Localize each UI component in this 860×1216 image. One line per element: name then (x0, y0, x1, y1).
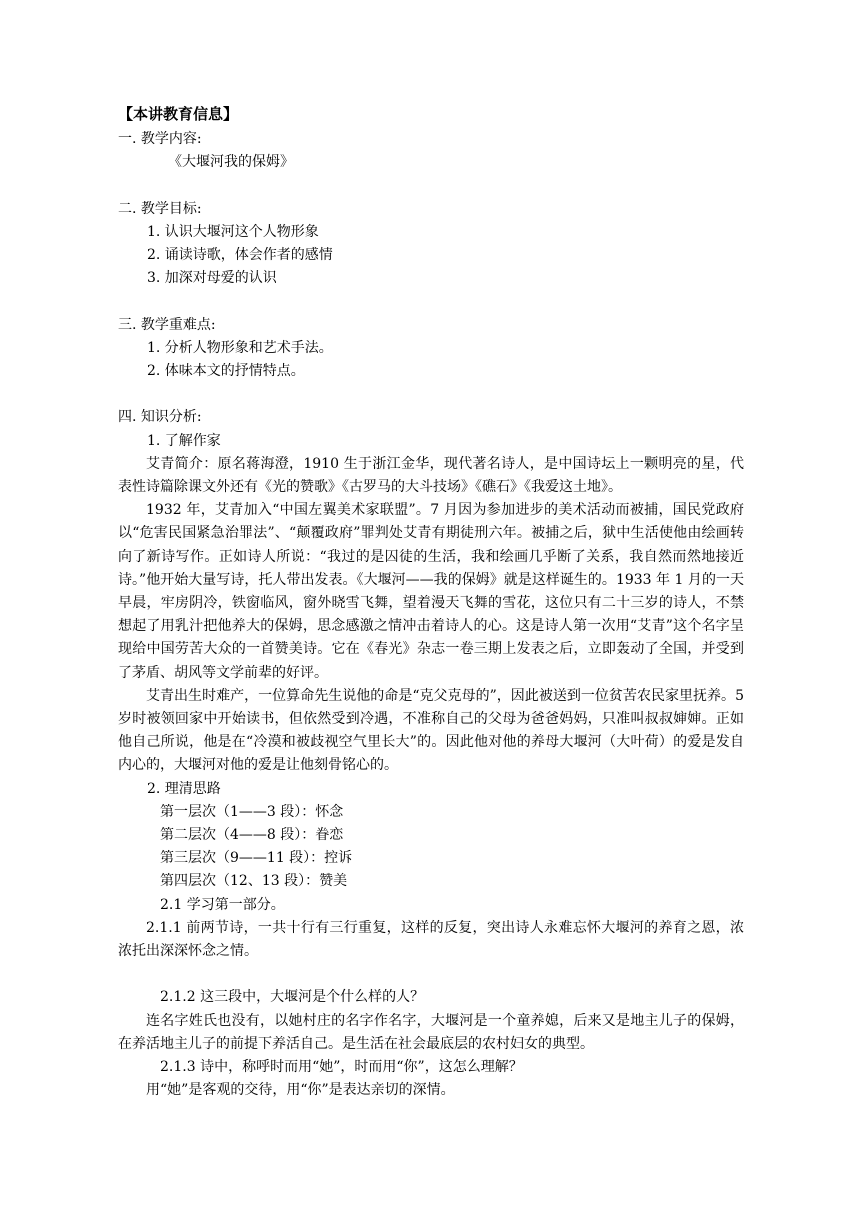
list-item: 2. 诵读诗歌，体会作者的感情 (147, 247, 333, 263)
section-heading-goals: 二. 教学目标: (118, 200, 202, 217)
page-title: 【本讲教育信息】 (118, 105, 239, 123)
spacer (118, 174, 744, 197)
spacer (118, 290, 744, 313)
paragraph: 用“她”是客观的交待，用“你”是表达亲切的深情。 (146, 1082, 455, 1099)
section-heading-key-points: 三. 教学重难点: (118, 316, 216, 333)
structure-level: 第一层次（1——3 段）：怀念 (160, 803, 344, 820)
subheading-structure: 2. 理清思路 (147, 780, 221, 797)
subheading-author: 1. 了解作家 (147, 432, 221, 449)
question: 2.1.2 这三段中，大堰河是个什么样的人？ (160, 989, 425, 1006)
list-item: 3. 加深对母爱的认识 (147, 270, 277, 287)
paragraph: 艾青简介：原名蒋海澄，1910 生于浙江金华，现代著名诗人，是中国诗坛上一颗明亮的星，代表性诗篇除课文外还有《光的赞歌》《古罗马的大斗技场》《礁石》《我爱这土地》。 (118, 455, 744, 495)
spacer (118, 383, 744, 406)
list-item: 2. 体味本文的抒情特点。 (147, 363, 305, 379)
list-item: 1. 认识大堰河这个人物形象 (147, 223, 319, 240)
section-heading-analysis: 四. 知识分析: (118, 409, 202, 426)
paragraph: 艾青出生时难产，一位算命先生说他的命是“克父克母的”，因此被送到一位贫苦农民家里抚养。5 岁时被领回家中开始读书，但依然受到冷遇，不准称自己的父母为爸爸妈妈，只准叫叔叔婶婶。正如他自己所说，他是在“冷漠和被歧视空气里长大”的。因此他对他的养母大堰河（大叶荷）的爱是发自内心的，大堰河对他的爱是让他刻骨铭心的。 (118, 687, 744, 774)
structure-level: 第二层次（4——8 段）：眷恋 (160, 827, 344, 844)
section-heading-content: 一. 教学内容: (118, 131, 202, 147)
book-title: 《大堰河我的保姆》 (168, 154, 294, 171)
list-item: 1. 分析人物形象和艺术手法。 (147, 339, 333, 356)
paragraph: 连名字姓氏也没有，以她村庄的名字作名字，大堰河是一个童养媳，后来又是地主儿子的保姆，在养活地主儿子的前提下养活自己。是生活在社会最底层的农村妇女的典型。 (118, 1012, 744, 1052)
document-page (118, 102, 744, 1102)
question: 2.1.3 诗中，称呼时而用“她”，时而用“你”，这怎么理解？ (160, 1059, 523, 1076)
paragraph: 1932 年，艾青加入“中国左翼美术家联盟”。7 月因为参加进步的美术活动而被捕，国民党政府以“危害民国紧急治罪法”、“颠覆政府”罪判处艾青有期徒刑六年。被捕之后，狱中生活使他由绘画转向了新诗写作。正如诗人所说：“我过的是囚徒的生活，我和绘画几乎断了关系，我自然而然地接近诗。”他开始大量写诗，托人带出发表。《大堰河——我的保姆》就是这样诞生的。1933 年 1 月的一天早晨，牢房阴冷，铁窗临风，窗外晓雪飞舞，望着漫天飞舞的雪花，这位只有二十三岁的诗人，不禁想起了用乳汁把他养大的保姆，思念感激之情冲击着诗人的心。这是诗人第一次用“艾青”这个名字呈现给中国劳苦大众的一首赞美诗。它在《春光》杂志一卷三期上发表之后，立即轰动了全国，并受到了茅盾、胡风等文学前辈的好评。 (118, 502, 744, 681)
structure-level: 第三层次（9——11 段）：控诉 (160, 850, 353, 867)
subsection-heading: 2.1 学习第一部分。 (160, 896, 285, 913)
structure-level: 第四层次（12、13 段）：赞美 (160, 873, 348, 890)
paragraph: 2.1.1 前两节诗，一共十行有三行重复，这样的反复，突出诗人永难忘怀大堰河的养育之恩，浓浓托出深深怀念之情。 (118, 919, 744, 960)
spacer (118, 963, 744, 986)
